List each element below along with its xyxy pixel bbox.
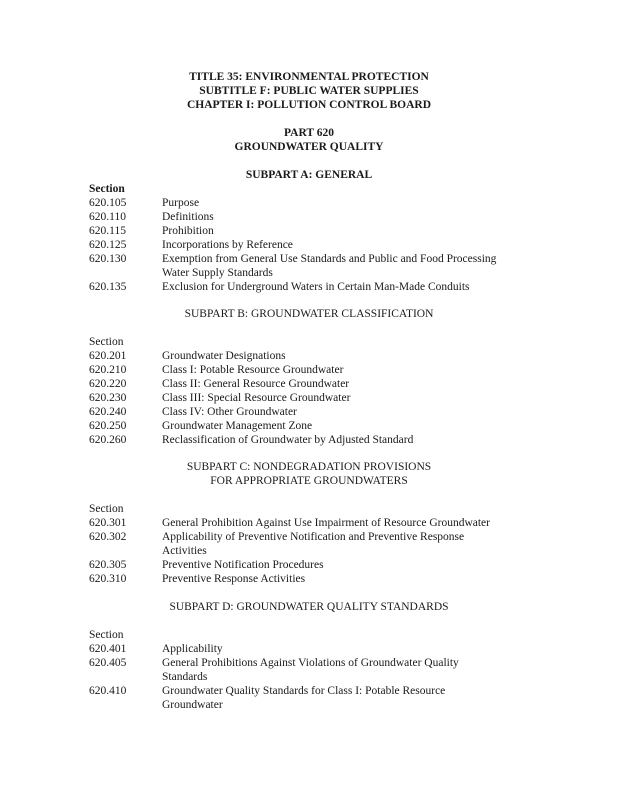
section-number: 620.130: [89, 253, 127, 265]
section-title: Groundwater Management Zone: [162, 420, 313, 432]
section-title: Prohibition: [162, 225, 214, 237]
section-title: Definitions: [162, 211, 214, 223]
subpart-c-heading: SUBPART C: NONDEGRADATION PROVISIONS: [186, 461, 432, 473]
section-label: Section: [89, 336, 124, 348]
section-label: Section: [89, 629, 124, 641]
section-title: General Prohibition Against Use Impairment of Resource Groundwater: [162, 517, 490, 529]
section-number: 620.105: [89, 197, 127, 209]
section-number: 620.301: [89, 517, 127, 529]
section-label: Section: [89, 183, 125, 195]
section-number: 620.405: [89, 657, 127, 669]
section-number: 620.260: [89, 434, 127, 446]
section-title-continued: Groundwater: [162, 699, 223, 711]
part-name: GROUNDWATER QUALITY: [234, 141, 384, 153]
section-title: Preventive Notification Procedures: [162, 559, 324, 571]
section-number: 620.250: [89, 420, 127, 432]
section-number: 620.230: [89, 392, 127, 404]
section-number: 620.125: [89, 239, 127, 251]
section-title: Class III: Special Resource Groundwater: [162, 392, 351, 404]
section-number: 620.110: [89, 211, 126, 223]
section-title-continued: Activities: [162, 545, 207, 557]
section-title: Reclassification of Groundwater by Adjusted Standard: [162, 434, 414, 446]
part-line: PART 620: [284, 127, 334, 139]
section-title: Exclusion for Underground Waters in Certain Man-Made Conduits: [162, 281, 470, 293]
section-title: Groundwater Designations: [162, 350, 286, 362]
section-title: Groundwater Quality Standards for Class I: Potable Resource: [162, 685, 446, 697]
section-number: 620.410: [89, 685, 127, 697]
section-title: Applicability: [162, 643, 223, 655]
subpart-a-heading: SUBPART A: GENERAL: [245, 169, 373, 181]
section-title: General Prohibitions Against Violations of Groundwater Quality: [162, 657, 459, 669]
section-number: 620.305: [89, 559, 127, 571]
section-number: 620.210: [89, 364, 127, 376]
section-title: Exemption from General Use Standards and Public and Food Processing: [162, 253, 497, 265]
section-title: Incorporations by Reference: [162, 239, 293, 251]
section-title: Preventive Response Activities: [162, 573, 306, 585]
subpart-b-heading: SUBPART B: GROUNDWATER CLASSIFICATION: [184, 308, 434, 320]
section-title: Class IV: Other Groundwater: [162, 406, 297, 418]
section-title: Applicability of Preventive Notification and Preventive Response: [162, 531, 465, 543]
section-number: 620.240: [89, 406, 127, 418]
section-number: 620.201: [89, 350, 127, 362]
section-number: 620.220: [89, 378, 127, 390]
section-number: 620.310: [89, 573, 127, 585]
subpart-c-heading-continued: FOR APPROPRIATE GROUNDWATERS: [210, 475, 408, 487]
subtitle-line: SUBTITLE F: PUBLIC WATER SUPPLIES: [199, 85, 419, 97]
section-label: Section: [89, 503, 124, 515]
section-title-continued: Standards: [162, 671, 208, 683]
section-number: 620.302: [89, 531, 127, 543]
section-title-continued: Water Supply Standards: [162, 267, 273, 279]
section-number: 620.135: [89, 281, 127, 293]
section-title: Class II: General Resource Groundwater: [162, 378, 350, 390]
section-title: Purpose: [162, 197, 200, 209]
title-line: TITLE 35: ENVIRONMENTAL PROTECTION: [189, 71, 429, 83]
section-title: Class I: Potable Resource Groundwater: [162, 364, 344, 376]
section-number: 620.115: [89, 225, 126, 237]
subpart-d-heading: SUBPART D: GROUNDWATER QUALITY STANDARDS: [169, 601, 449, 613]
section-number: 620.401: [89, 643, 127, 655]
chapter-line: CHAPTER I: POLLUTION CONTROL BOARD: [186, 99, 432, 111]
